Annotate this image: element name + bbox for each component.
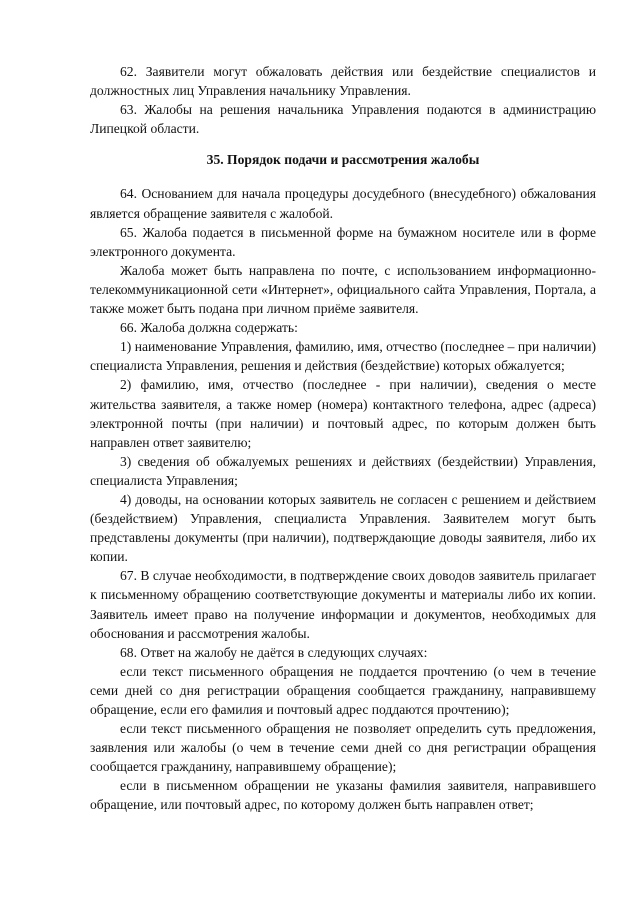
paragraph-65: 65. Жалоба подается в письменной форме на бумажном носителе или в форме электронного документа. [90,224,596,259]
paragraph-68-case-1: если текст письменного обращения не поддается прочтению (о чем в течение семи дней со дня регистрации обращения сообщается гражданину, направившему обращение, если его фамилия и почтовый адрес поддаются прочтению); [90,663,596,717]
paragraph-66-item-3: 3) сведения об обжалуемых решениях и действиях (бездействии) Управления, специалиста Управления; [90,453,596,488]
paragraph-68-case-2: если текст письменного обращения не позволяет определить суть предложения, заявления или жалобы (о чем в течение семи дней со дня регистрации обращения сообщается гражданину, направившему обращение); [90,721,596,775]
paragraph-66-item-2: 2) фамилию, имя, отчество (последнее - при наличии), сведения о месте жительства заявителя, а также номер (номера) контактного телефона, адрес (адреса) электронной почты (при наличии) и почтовый адрес, по которым должен быть направлен ответ заявителю; [90,377,596,450]
paragraph-63: 63. Жалобы на решения начальника Управления подаются в администрацию Липецкой области. [90,102,596,137]
paragraph-66-item-4: 4) доводы, на основании которых заявитель не согласен с решением и действием (бездействием) Управления, специалиста Управления. Заявителем могут быть представлены документы (при наличии), подтверждающие доводы заявителя, либо их копии. [90,491,596,565]
paragraph-68-case-3: если в письменном обращении не указаны фамилия заявителя, направившего обращение, или почтовый адрес, по которому должен быть направлен ответ; [90,778,596,813]
document-page [90,62,596,815]
paragraph-67: 67. В случае необходимости, в подтверждение своих доводов заявитель прилагает к письменному обращению соответствующие документы и материалы либо их копии. Заявитель имеет право на получение информации и документов, необходимых для обоснования и рассмотрения жалобы. [90,568,596,641]
paragraph-62: 62. Заявители могут обжаловать действия или бездействие специалистов и должностных лиц Управления начальнику Управления. [90,64,596,99]
paragraph-65-delivery: Жалоба может быть направлена по почте, с использованием информационно-телекоммуникационной сети «Интернет», официального сайта Управления, Портала, а также может быть подана при личном приёме заявителя. [90,262,596,317]
paragraph-66-item-1: 1) наименование Управления, фамилию, имя, отчество (последнее – при наличии) специалиста Управления, решения и действия (бездействие) которых обжалуется; [90,339,596,374]
paragraph-68: 68. Ответ на жалобу не даётся в следующих случаях: [120,644,428,660]
section-heading: 35. Порядок подачи и рассмотрения жалобы [206,152,480,168]
paragraph-66: 66. Жалоба должна содержать: [120,320,298,336]
paragraph-64: 64. Основанием для начала процедуры досудебного (внесудебного) обжалования является обращение заявителя с жалобой. [90,186,596,221]
